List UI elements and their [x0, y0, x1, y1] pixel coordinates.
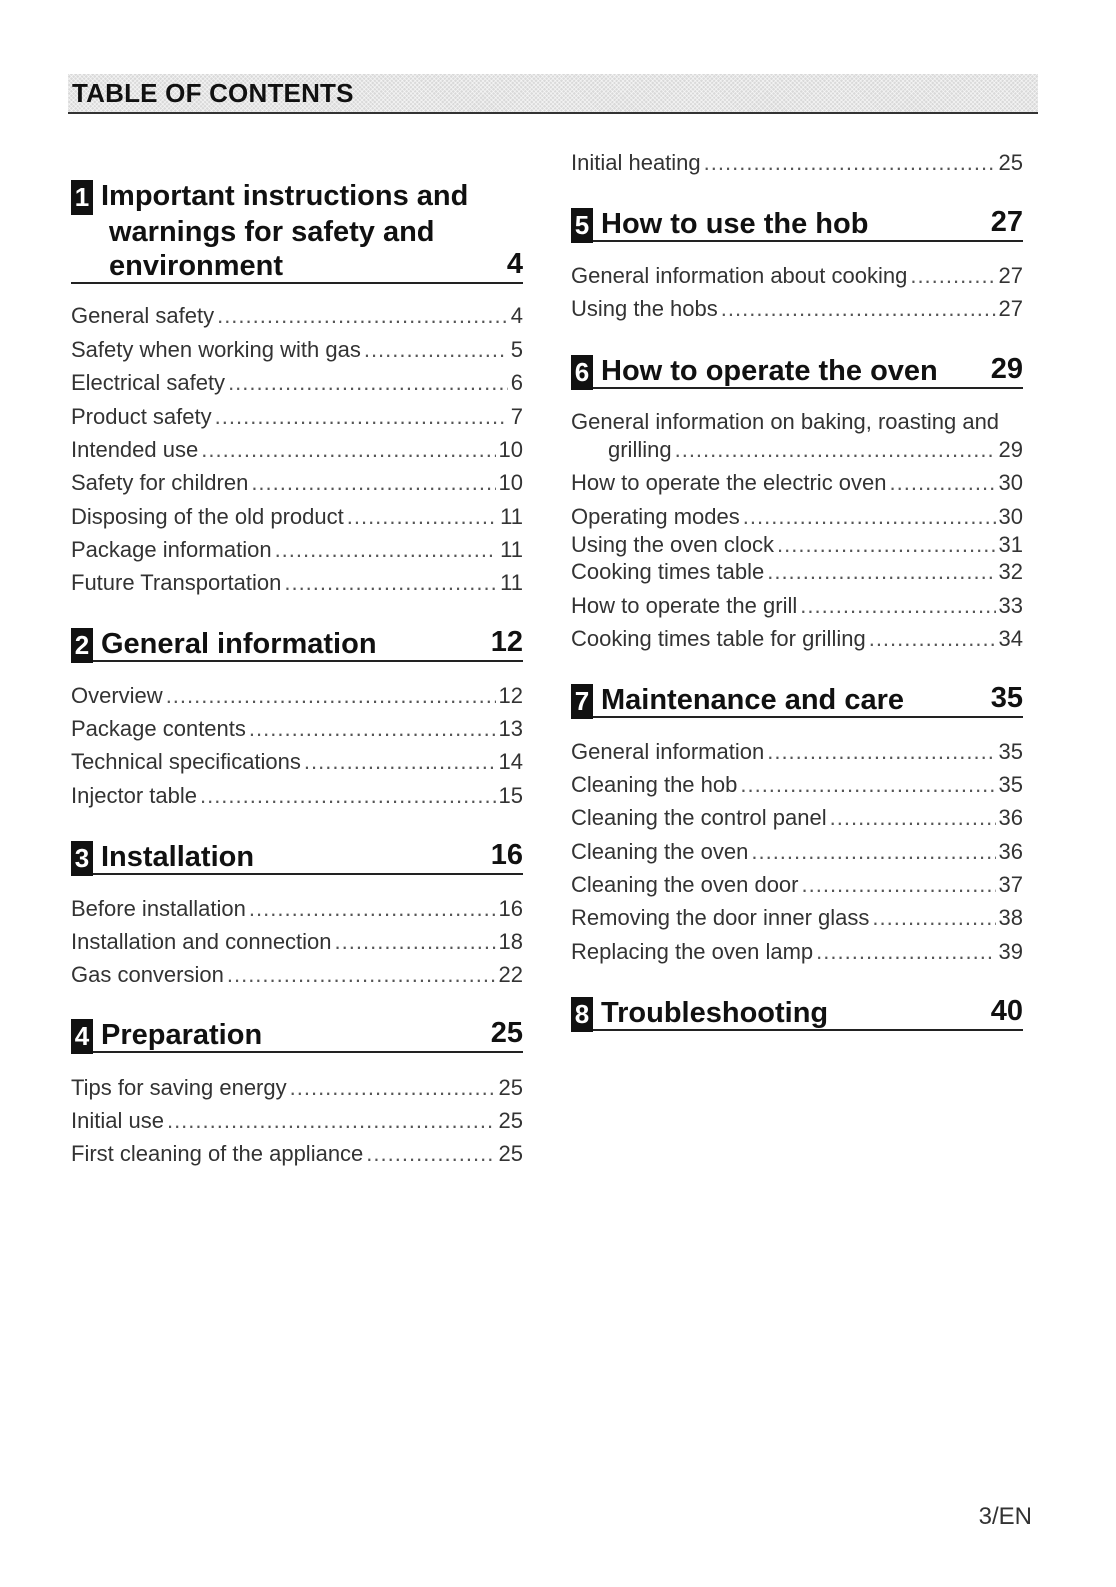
section-7-number: 7 [571, 684, 593, 719]
leader-dots [721, 295, 996, 323]
section-7-title: Maintenance and care [601, 684, 904, 716]
toc-entry[interactable] [71, 300, 523, 330]
toc-entry[interactable] [571, 802, 1023, 832]
entry-page: 37 [998, 872, 1023, 897]
section-6-heading[interactable] [571, 353, 1023, 389]
section-1-title-line-2: warnings for safety and [109, 216, 435, 248]
entry-title: Disposing of the old product [71, 504, 344, 529]
entry-page: 14 [498, 749, 523, 774]
leader-dots [249, 895, 496, 923]
section-5-number: 5 [571, 208, 593, 243]
toc-entry[interactable] [571, 434, 1023, 464]
leader-dots [227, 961, 496, 989]
toc-entry-line-1[interactable] [571, 406, 1023, 436]
entry-page: 30 [998, 470, 1023, 495]
section-3-number: 3 [71, 841, 93, 876]
entry-title: Using the hobs [571, 296, 718, 321]
leader-dots [704, 149, 996, 177]
leader-dots [872, 904, 995, 932]
toc-entry[interactable] [71, 467, 523, 497]
toc-entry[interactable] [71, 1105, 523, 1135]
entry-page: 11 [500, 504, 523, 529]
toc-entry[interactable] [571, 260, 1023, 290]
section-7-page: 35 [990, 682, 1023, 714]
entry-title: Cleaning the control panel [571, 805, 827, 830]
toc-entry[interactable] [71, 1138, 523, 1168]
leader-dots [347, 503, 497, 531]
entry-page: 36 [998, 839, 1023, 864]
toc-header-bar [68, 74, 1038, 114]
section-6-title: How to operate the oven [601, 355, 938, 387]
entry-page: 11 [500, 570, 523, 595]
section-6-page: 29 [990, 353, 1023, 385]
section-1-page: 4 [506, 248, 523, 280]
toc-entry[interactable] [71, 501, 523, 531]
leader-dots [275, 536, 498, 564]
toc-entry[interactable] [571, 147, 1023, 177]
entry-page: 34 [998, 626, 1023, 651]
leader-dots [217, 302, 508, 330]
leader-dots [767, 558, 995, 586]
section-8-page: 40 [990, 995, 1023, 1027]
section-3-title: Installation [101, 841, 255, 873]
leader-dots [869, 625, 996, 653]
entry-page: 35 [998, 772, 1023, 797]
section-8-number: 8 [571, 997, 593, 1032]
leader-dots [290, 1074, 496, 1102]
entry-title: Tips for saving energy [71, 1075, 287, 1100]
entry-title: Cooking times table for grilling [571, 626, 866, 651]
leader-dots [284, 569, 497, 597]
entry-page: 39 [998, 939, 1023, 964]
section-5-page: 27 [990, 206, 1023, 238]
entry-title: Electrical safety [71, 370, 226, 395]
entry-title: Removing the door inner glass [571, 905, 870, 930]
toc-title: TABLE OF CONTENTS [72, 78, 354, 108]
leader-dots [249, 715, 496, 743]
entry-page: 4 [510, 303, 523, 328]
leader-dots [743, 503, 996, 531]
leader-dots [830, 804, 996, 832]
section-3-page: 16 [490, 839, 523, 871]
entry-page: 25 [498, 1075, 523, 1100]
leader-dots [675, 436, 996, 464]
toc-entry[interactable] [571, 501, 1023, 531]
leader-dots [364, 336, 508, 364]
leader-dots [816, 938, 995, 966]
entry-title: How to operate the electric oven [571, 470, 887, 495]
section-4-page: 25 [490, 1017, 523, 1049]
entry-page: 25 [498, 1141, 523, 1166]
toc-entry[interactable] [571, 529, 1023, 559]
toc-entry[interactable] [571, 736, 1023, 766]
leader-dots [166, 682, 496, 710]
entry-title: Replacing the oven lamp [571, 939, 814, 964]
entry-page: 15 [498, 783, 523, 808]
entry-title: Cooking times table [571, 559, 765, 584]
leader-dots [228, 369, 508, 397]
leader-dots [335, 928, 496, 956]
entry-page: 22 [498, 962, 523, 987]
section-2-title: General information [101, 628, 377, 660]
toc-entry[interactable] [71, 680, 523, 710]
entry-title: Before installation [71, 896, 246, 921]
entry-page: 36 [998, 805, 1023, 830]
toc-entry[interactable] [71, 893, 523, 923]
entry-page: 18 [498, 929, 523, 954]
entry-title: Intended use [71, 437, 199, 462]
leader-dots [304, 748, 496, 776]
section-1-number: 1 [71, 180, 93, 215]
section-4-number: 4 [71, 1019, 93, 1054]
entry-title: General information on baking, roasting and [571, 409, 1000, 434]
toc-entry[interactable] [71, 926, 523, 956]
entry-page: 29 [998, 437, 1023, 462]
leader-dots [201, 436, 495, 464]
section-5-title: How to use the hob [601, 208, 869, 240]
toc-entry[interactable] [71, 713, 523, 743]
section-1-title-line-1: Important instructions and [101, 180, 469, 212]
toc-entry[interactable] [571, 936, 1023, 966]
leader-dots [251, 469, 495, 497]
section-7-heading[interactable] [571, 682, 1023, 718]
leader-dots [740, 771, 995, 799]
toc-entry[interactable] [71, 567, 523, 597]
leader-dots [167, 1107, 496, 1135]
entry-title: Operating modes [571, 504, 740, 529]
entry-page: 35 [998, 739, 1023, 764]
entry-title: Cleaning the hob [571, 772, 738, 797]
toc-entry[interactable] [71, 367, 523, 397]
section-4-title: Preparation [101, 1019, 263, 1051]
section-4-heading[interactable] [71, 1017, 523, 1053]
entry-page: 33 [998, 593, 1023, 618]
entry-page: 7 [510, 404, 523, 429]
entry-page: 13 [498, 716, 523, 741]
section-1-title-line-3: environment [109, 250, 284, 282]
entry-title: How to operate the grill [571, 593, 798, 618]
entry-title: Package information [71, 537, 272, 562]
toc-entry[interactable] [571, 902, 1023, 932]
entry-page: 6 [510, 370, 523, 395]
entry-title: grilling [608, 437, 672, 462]
section-2-page: 12 [490, 626, 523, 658]
entry-title: General safety [71, 303, 215, 328]
entry-page: 25 [998, 150, 1023, 175]
toc-entry[interactable] [571, 836, 1023, 866]
section-5-heading[interactable] [571, 206, 1023, 242]
leader-dots [890, 469, 996, 497]
entry-title: Package contents [71, 716, 246, 741]
entry-title: Future Transportation [71, 570, 282, 595]
section-6-number: 6 [571, 355, 593, 390]
leader-dots [800, 592, 995, 620]
entry-page: 38 [998, 905, 1023, 930]
toc-entry[interactable] [571, 869, 1023, 899]
toc-entry[interactable] [571, 590, 1023, 620]
toc-entry[interactable] [71, 959, 523, 989]
entry-title: General information about cooking [571, 263, 908, 288]
entry-title: Initial heating [571, 150, 701, 175]
leader-dots [910, 262, 995, 290]
section-3-heading[interactable] [71, 839, 523, 875]
leader-dots [767, 738, 995, 766]
section-8-heading[interactable] [571, 995, 1023, 1031]
entry-page: 12 [498, 683, 523, 708]
section-2-number: 2 [71, 628, 93, 663]
entry-page: 32 [998, 559, 1023, 584]
leader-dots [200, 782, 496, 810]
toc-entry[interactable] [71, 334, 523, 364]
section-8-title: Troubleshooting [601, 997, 829, 1029]
entry-page: 27 [998, 296, 1023, 321]
toc-entry[interactable] [571, 467, 1023, 497]
leader-dots [802, 871, 996, 899]
entry-title: Safety when working with gas [71, 337, 361, 362]
toc-entry[interactable] [571, 623, 1023, 653]
entry-title: Cleaning the oven door [571, 872, 799, 897]
toc-entry[interactable] [571, 293, 1023, 323]
entry-title: General information [571, 739, 765, 764]
toc-entry[interactable] [71, 746, 523, 776]
entry-title: First cleaning of the appliance [71, 1141, 364, 1166]
section-1-heading[interactable] [71, 178, 523, 284]
toc-entry[interactable] [571, 556, 1023, 586]
entry-page: 10 [498, 437, 523, 462]
entry-page: 30 [998, 504, 1023, 529]
entry-title: Gas conversion [71, 962, 224, 987]
leader-dots [215, 403, 508, 431]
toc-entry[interactable] [71, 401, 523, 431]
entry-title: Safety for children [71, 470, 249, 495]
toc-entry[interactable] [71, 434, 523, 464]
entry-title: Installation and connection [71, 929, 332, 954]
entry-page: 5 [510, 337, 523, 362]
entry-title: Overview [71, 683, 163, 708]
entry-title: Initial use [71, 1108, 164, 1133]
leader-dots [751, 838, 995, 866]
leader-dots [366, 1140, 495, 1168]
entry-page: 10 [498, 470, 523, 495]
toc-entry[interactable] [71, 1072, 523, 1102]
entry-title: Product safety [71, 404, 212, 429]
toc-entry[interactable] [71, 534, 523, 564]
entry-page: 25 [498, 1108, 523, 1133]
entry-page: 16 [498, 896, 523, 921]
toc-entry[interactable] [71, 780, 523, 810]
entry-page: 27 [998, 263, 1023, 288]
leader-dots [777, 531, 996, 559]
toc-entry[interactable] [571, 769, 1023, 799]
entry-title: Using the oven clock [571, 532, 774, 557]
page-number: 3/EN [978, 1503, 1032, 1530]
entry-page: 31 [998, 532, 1023, 557]
entry-title: Technical specifications [71, 749, 301, 774]
entry-title: Injector table [71, 783, 197, 808]
entry-title: Cleaning the oven [571, 839, 749, 864]
entry-page: 11 [500, 537, 523, 562]
section-2-heading[interactable] [71, 626, 523, 662]
